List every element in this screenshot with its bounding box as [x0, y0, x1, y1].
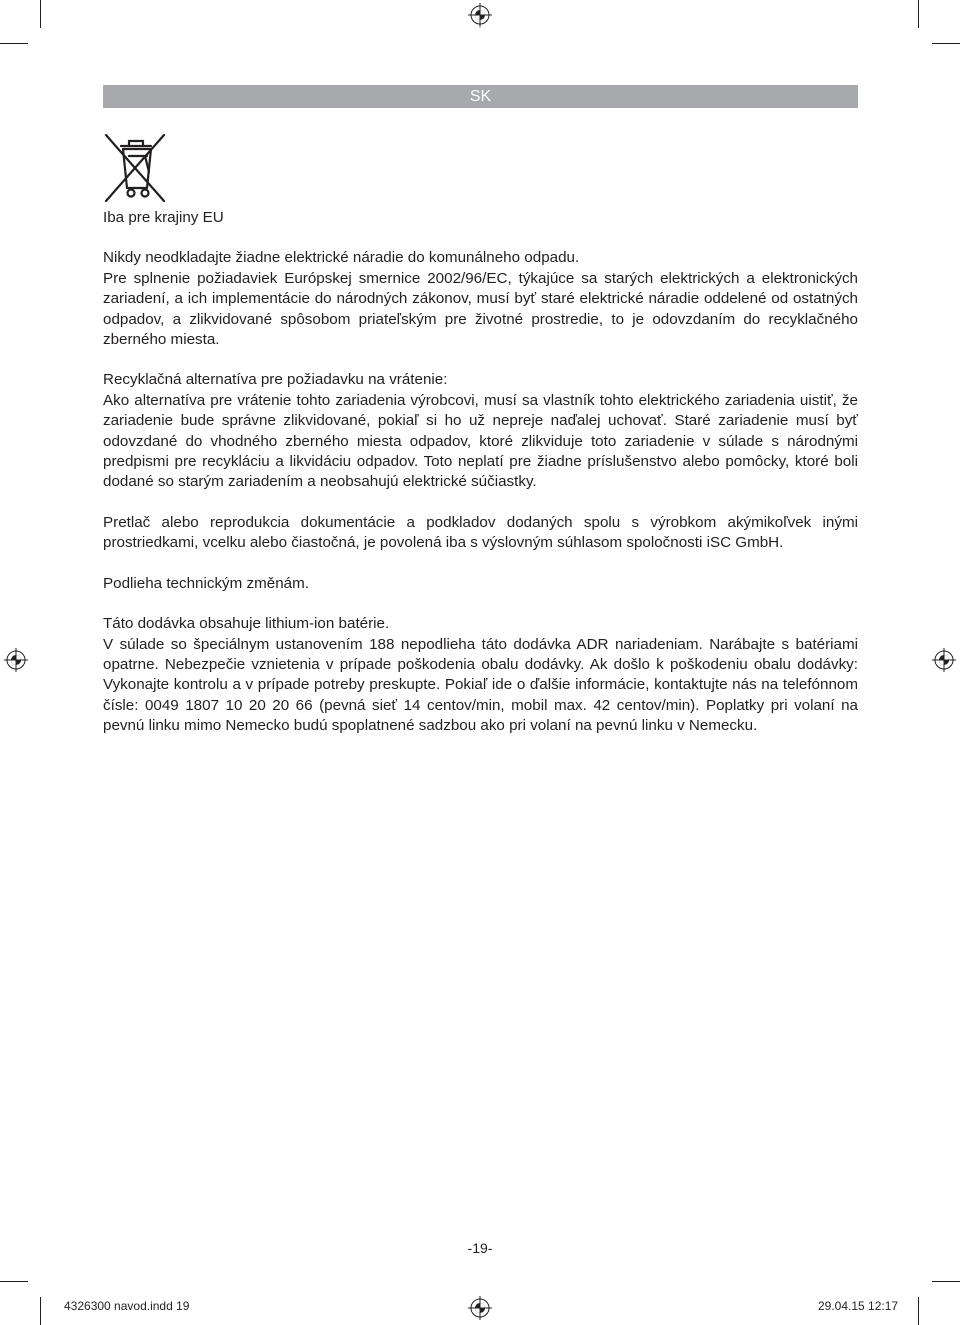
- page-number: -19-: [467, 1240, 493, 1256]
- disposal-paragraph: Pre splnenie požiadaviek Európskej smernice 2002/96/EC, týkajúce sa starých elektrických a elektronických zariadení, a ich implementácie do národných zákonov, musí byť staré elektrické náradie oddelené od ostatných odpadov, a zlikvidované spôsobom priateľským pre životné prostredie, to je odovzdaním do recyklačného zberného miesta.: [103, 269, 858, 349]
- disposal-warning: Nikdy neodkladajte žiadne elektrické náradie do komunálneho odpadu.: [103, 249, 580, 267]
- crop-mark: [40, 1297, 41, 1325]
- recycling-paragraph: Ako alternatíva pre vrátenie tohto zariadenia výrobcovi, musí sa vlastník tohto elektrického zariadenia uistiť, že zariadenie bude správne zlikvidované, pokiaľ si ho už nepreje naďalej uchovať. Staré zariadenie musí byť odovzdané do vhodného zberného miesta odpadov, ktoré zlikviduje toto zariadenie v súlade s národnými predpismi pre recykláciu a likvidáciu odpadov. Toto neplatí pre žiadne príslušenstvo alebo pomôcky, ktoré boli dodané so starým zariadením a neobsahujú elektrické súčiastky.: [103, 391, 858, 491]
- crop-mark: [932, 1281, 960, 1282]
- crop-mark: [918, 1297, 919, 1325]
- crossed-out-wheelie-bin-icon: [103, 132, 167, 204]
- battery-note: Táto dodávka obsahuje lithium-ion batérie.: [103, 615, 390, 633]
- language-header-bar: [103, 85, 858, 108]
- footer-date: 29.04.15 12:17: [818, 1299, 899, 1313]
- registration-mark-icon: [468, 3, 492, 27]
- recycling-heading: Recyklačná alternatíva pre požiadavku na vrátenie:: [103, 371, 448, 389]
- battery-paragraph: V súlade so špeciálnym ustanovením 188 nepodlieha táto dodávka ADR nariadeniam. Narábajte s batériami opatrne. Nebezpečie vznietenia v prípade poškodenia obalu dodávky. Ak došlo k poškodeniu obalu dodávky: Vykonajte kontrolu a v prípade potreby preskupte. Pokiaľ ide o ďalšie informácie, kontaktujte nás na telefónnom čísle: 0049 1807 10 20 20 66 (pevná sieť 14 centov/min, mobil max. 42 centov/min). Poplatky pri volaní na pevnú linku mimo Nemecko budú spoplatnené sadzbou ako pri volaní na pevnú linku v Nemecku.: [103, 635, 858, 735]
- crop-mark: [918, 0, 919, 28]
- reproduction-paragraph: Pretlač alebo reprodukcia dokumentácie a podkladov dodaných spolu s výrobkom akýmikoľvek inými prostriedkami, vcelku alebo čiastočná, je povolená iba s výslovným súhlasom spoločnosti iSC GmbH.: [103, 513, 858, 552]
- registration-mark-icon: [4, 648, 28, 672]
- crop-mark: [932, 43, 960, 44]
- document-body: [103, 208, 858, 737]
- crop-mark: [0, 43, 28, 44]
- footer-file-name: 4326300 navod.indd 19: [64, 1299, 190, 1313]
- language-code: SK: [469, 88, 492, 105]
- crop-mark: [0, 1281, 28, 1282]
- crop-mark: [40, 0, 41, 28]
- registration-mark-icon: [932, 648, 956, 672]
- registration-mark-icon: [468, 1296, 492, 1320]
- eu-only-note: Iba pre krajiny EU: [103, 209, 224, 226]
- technical-changes-note: Podlieha technickým změnám.: [103, 574, 309, 592]
